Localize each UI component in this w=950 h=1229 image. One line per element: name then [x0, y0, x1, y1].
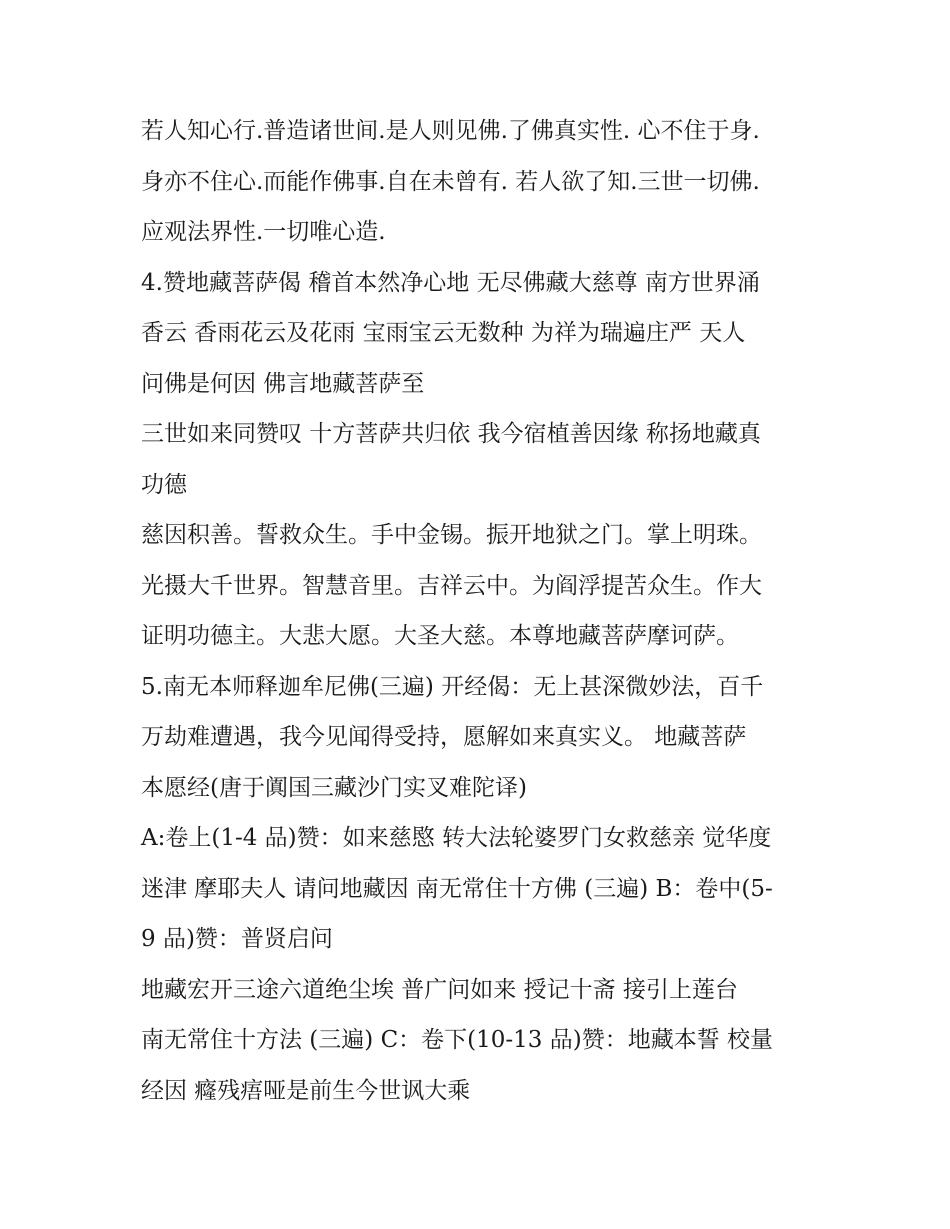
text-line-11: 证明功德主。大悲大愿。大圣大慈。本尊地藏菩萨摩诃萨。 — [141, 623, 739, 649]
text-line-9: 慈因积善。誓救众生。手中金锡。振开地狱之门。掌上明珠。 — [141, 522, 762, 548]
text-line-19: 南无常住十方法 (三遍) C：卷下(10-13 品)赞：地藏本誓 校量 — [141, 1027, 774, 1053]
text-line-5: 香云 香雨花云及花雨 宝雨宝云无数种 为祥为瑞遍庄严 天人 — [141, 320, 746, 346]
text-line-1: 若人知心行.普造诸世间.是人则见佛.了佛真实性. 心不住于身. — [141, 118, 760, 144]
text-line-7: 三世如来同赞叹 十方菩萨共归依 我今宿植善因缘 称扬地藏真 — [141, 421, 761, 447]
text-line-14: 本愿经(唐于阗国三藏沙门实叉难陀译) — [141, 774, 527, 801]
text-line-16: 迷津 摩耶夫人 请问地藏因 南无常住十方佛 (三遍) B：卷中(5- — [141, 875, 773, 902]
text-line-10: 光摄大千世界。智慧音里。吉祥云中。为阎浮提苦众生。作大 — [141, 572, 762, 599]
text-line-6: 问佛是何因 佛言地藏菩萨至 — [141, 370, 425, 397]
text-line-17: 9 品)赞：普贤启问 — [141, 926, 333, 952]
text-line-15: A:卷上(1-4 品)赞：如来慈愍 转大法轮婆罗门女救慈亲 觉华度 — [141, 825, 772, 851]
text-line-4: 4.赞地藏菩萨偈 稽首本然净心地 无尽佛藏大慈尊 南方世界涌 — [141, 269, 760, 296]
text-line-2: 身亦不住心.而能作佛事.自在未曾有. 若人欲了知.三世一切佛. — [141, 168, 760, 195]
text-line-18: 地藏宏开三途六道绝尘埃 普广问如来 授记十斋 接引上莲台 — [141, 976, 738, 1003]
text-line-12: 5.南无本师释迦牟尼佛(三遍) 开经偈：无上甚深微妙法，百千 — [141, 673, 764, 700]
text-line-8: 功德 — [141, 471, 187, 498]
text-line-13: 万劫难遭遇，我今见闻得受持，愿解如来真实义。 地藏菩萨 — [141, 724, 747, 750]
text-line-3: 应观法界性.一切唯心造. — [141, 219, 386, 245]
text-line-20: 经因 癃残痦哑是前生今世讽大乘 — [141, 1077, 471, 1104]
body-text — [141, 106, 821, 1116]
